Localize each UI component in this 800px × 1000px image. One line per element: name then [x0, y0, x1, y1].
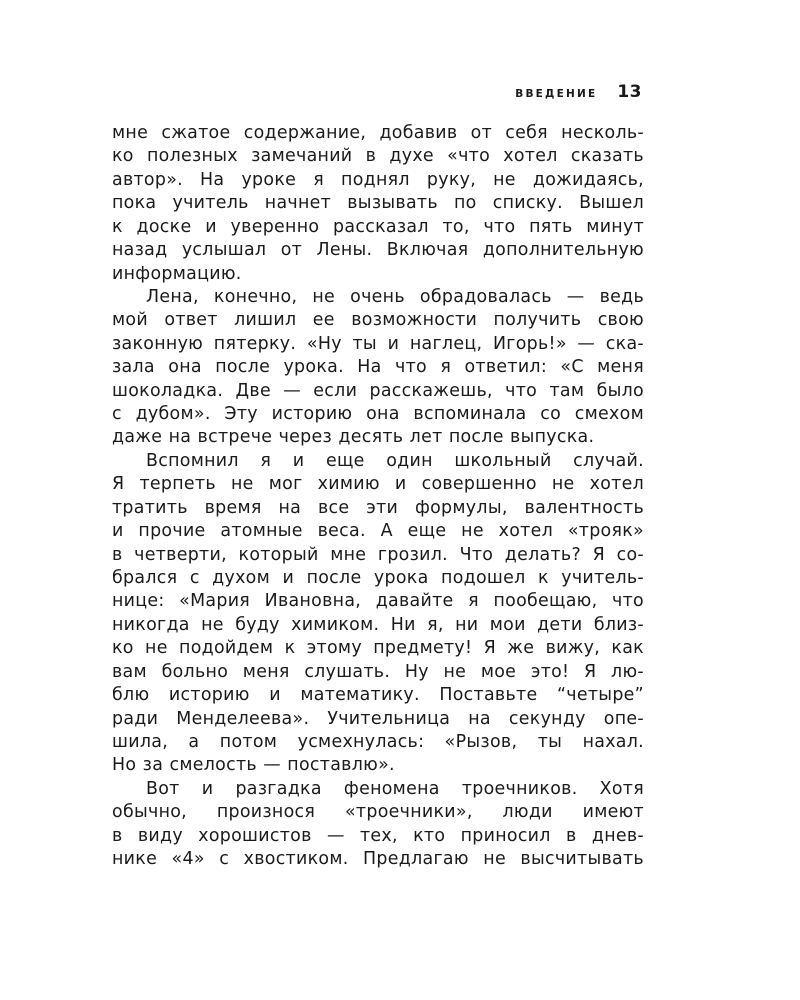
text-line: Вспомнил я и еще один школьный случай.: [146, 450, 644, 471]
text-line: нике «4» с хвостиком. Предлагаю не высчитывать: [112, 849, 644, 870]
running-head: [515, 82, 642, 102]
text-line: зала она после урока. На что я ответил: «С меня: [112, 357, 644, 378]
text-line: автор». На уроке я поднял руку, не дожидаясь,: [112, 169, 644, 190]
text-line: Я терпеть не мог химию и совершенно не хотел: [112, 474, 644, 495]
text-line: нице: «Мария Ивановна, давайте я пообещаю, что: [112, 591, 644, 612]
text-line: в виду хорошистов — тех, кто приносил в днев-: [112, 825, 644, 846]
text-line: пока учитель начнет вызывать по списку. Вышел: [112, 193, 644, 214]
text-line: законную пятерку. «Ну ты и наглец, Игорь!» — ска-: [112, 333, 644, 354]
text-line: с дубом». Эту историю она вспоминала со смехом: [112, 404, 644, 425]
text-line: обычно, произнося «троечники», люди имеют: [112, 802, 644, 823]
text-line: ко полезных замечаний в духе «что хотел сказать: [112, 146, 644, 167]
text-line: шила, а потом усмехнулась: «Рызов, ты нахал.: [112, 731, 644, 752]
text-line: информацию.: [112, 263, 242, 284]
text-line: назад услышал от Лены. Включая дополнительную: [112, 240, 644, 261]
text-line: мой ответ лишил ее возможности получить свою: [112, 310, 644, 331]
text-line: Но за смелость — поставлю».: [112, 755, 395, 776]
text-line: шоколадка. Две — если расскажешь, что там было: [112, 380, 644, 401]
text-line: блю историю и математику. Поставьте “четыре”: [112, 685, 644, 706]
text-line: ради Менделеева». Учительница на секунду опе-: [112, 708, 644, 729]
text-line: брался с духом и после урока подошел к учитель-: [112, 568, 644, 589]
text-line: тратить время на все эти формулы, валентность: [112, 497, 644, 518]
section-title: ВВЕДЕНИЕ: [515, 88, 598, 100]
text-line: Вот и разгадка феномена троечников. Хотя: [146, 778, 644, 799]
text-line: даже на встрече через десять лет после выпуска.: [112, 427, 595, 448]
text-line: вам больно меня слушать. Ну не мое это! Я лю-: [112, 661, 644, 682]
body-text: [112, 122, 644, 872]
page-number: 13: [617, 82, 642, 102]
text-line: и прочие атомные веса. А еще не хотел «трояк»: [112, 521, 644, 542]
text-line: к доске и уверенно рассказал то, что пять минут: [112, 216, 644, 237]
text-line: мне сжатое содержание, добавив от себя несколь-: [112, 123, 644, 143]
text-line: ко не подойдем к этому предмету! Я же вижу, как: [112, 638, 644, 659]
text-line: Лена, конечно, не очень обрадовалась — ведь: [146, 286, 644, 307]
text-line: никогда не буду химиком. Ни я, ни мои дети близ-: [112, 614, 644, 635]
text-line: в четверти, который мне грозил. Что делать? Я со-: [112, 544, 644, 565]
